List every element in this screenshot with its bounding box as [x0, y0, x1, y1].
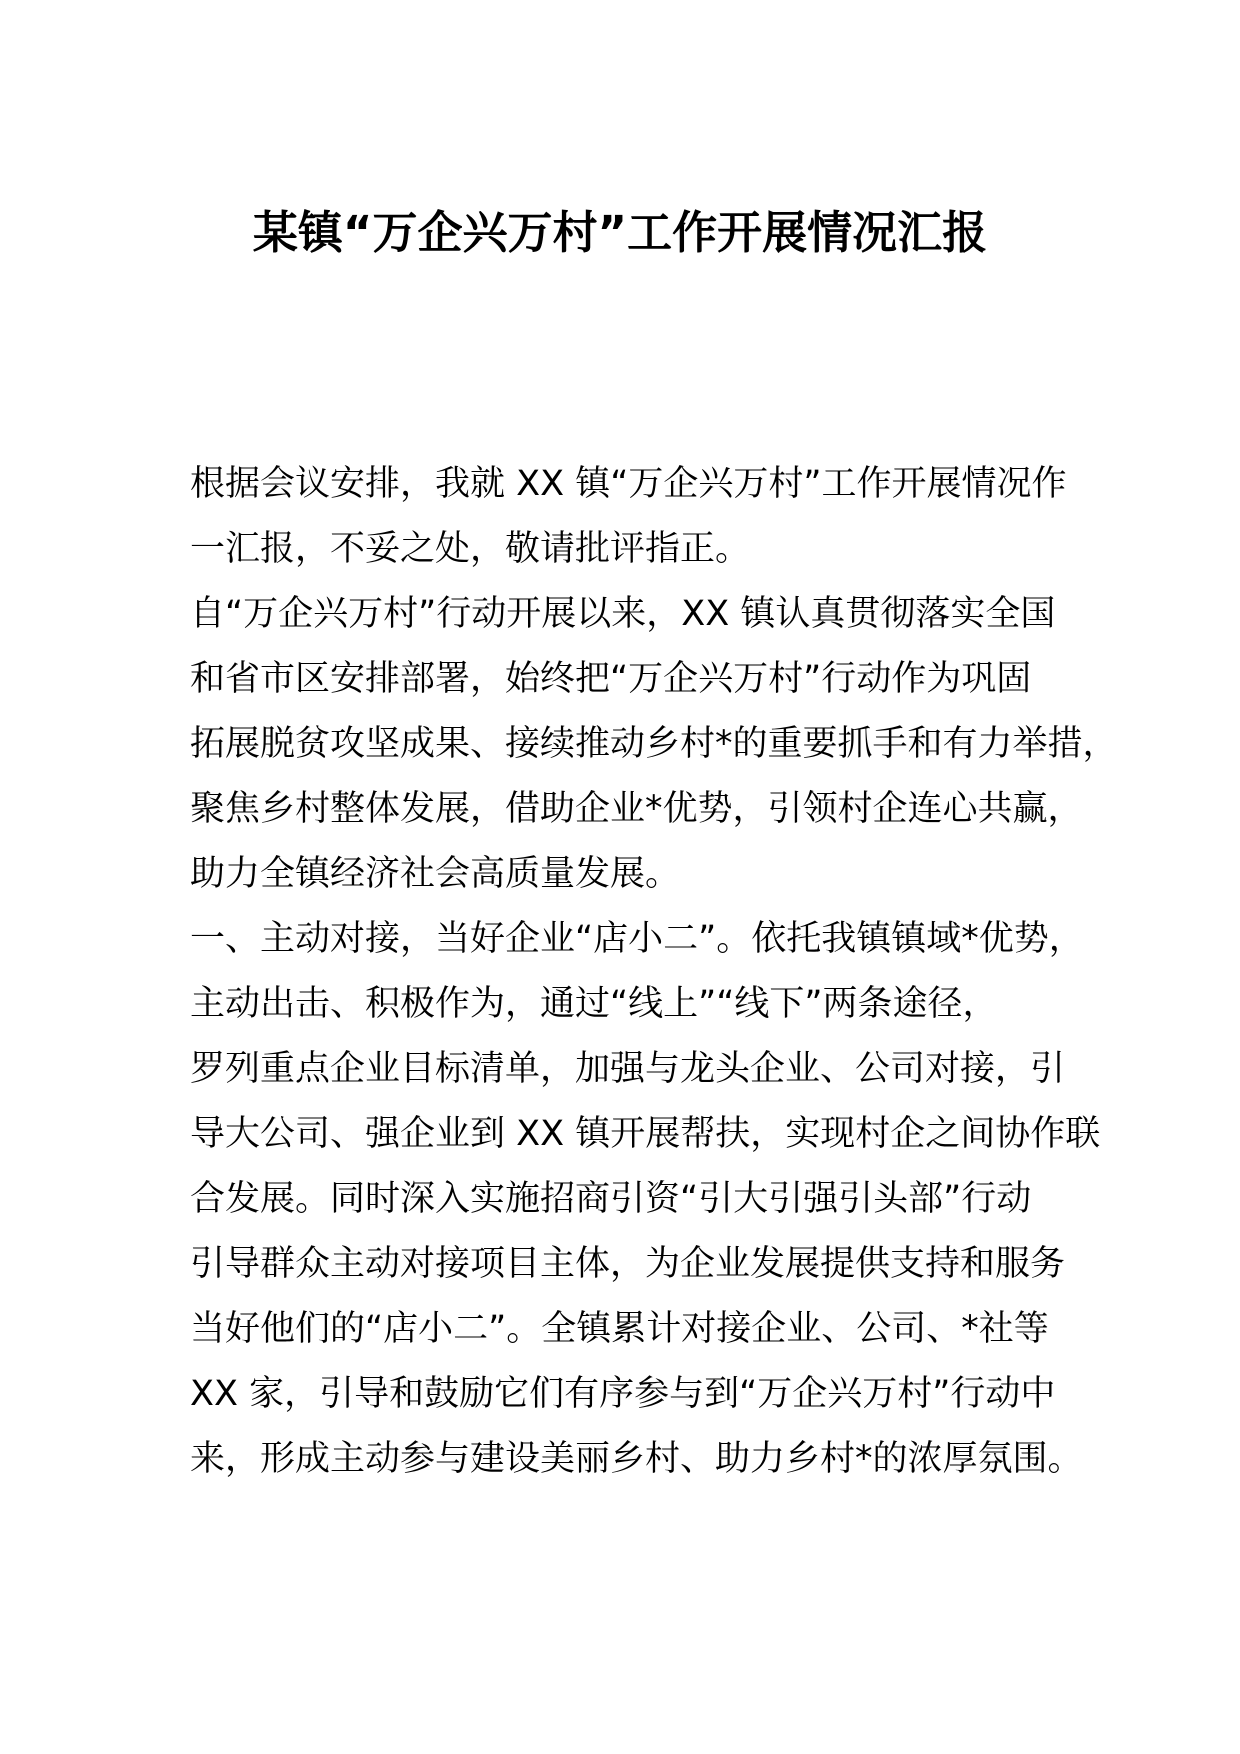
- text-line: 主动出击、积极作为，通过“线上”“线下”两条途径，: [190, 984, 998, 1024]
- text-line: 一汇报，不妥之处，敬请批评指正。: [190, 529, 751, 569]
- text-line: 罗列重点企业目标清单，加强与龙头企业、公司对接，引: [190, 1049, 1066, 1089]
- text-line: 根据会议安排，我就 XX 镇“万企兴万村”工作开展情况作: [190, 464, 1067, 504]
- text-line: 当好他们的“店小二”。全镇累计对接企业、公司、*社等: [190, 1309, 1049, 1349]
- text-line: 引导群众主动对接项目主体，为企业发展提供支持和服务: [190, 1244, 1066, 1284]
- text-line: 聚焦乡村整体发展，借助企业*优势，引领村企连心共赢，: [190, 789, 1083, 829]
- text-line: 拓展脱贫攻坚成果、接续推动乡村*的重要抓手和有力举措，: [190, 724, 1118, 764]
- text-line: 助力全镇经济社会高质量发展。: [190, 854, 681, 894]
- text-line: 一、主动对接，当好企业“店小二”。依托我镇镇域*优势，: [190, 919, 1084, 959]
- document-title: 某镇“万企兴万村”工作开展情况汇报: [252, 206, 988, 259]
- text-line: 自“万企兴万村”行动开展以来，XX 镇认真贯彻落实全国: [190, 594, 1056, 634]
- document-body: [190, 452, 1118, 1492]
- text-line: 合发展。同时深入实施招商引资“引大引强引头部”行动: [190, 1179, 1032, 1219]
- text-line: 导大公司、强企业到 XX 镇开展帮扶，实现村企之间协作联: [190, 1114, 1101, 1154]
- text-line: XX 家，引导和鼓励它们有序参与到“万企兴万村”行动中: [190, 1374, 1056, 1414]
- text-line: 和省市区安排部署，始终把“万企兴万村”行动作为巩固: [190, 659, 1032, 699]
- text-line: 来，形成主动参与建设美丽乡村、助力乡村*的浓厚氛围。: [190, 1439, 1083, 1479]
